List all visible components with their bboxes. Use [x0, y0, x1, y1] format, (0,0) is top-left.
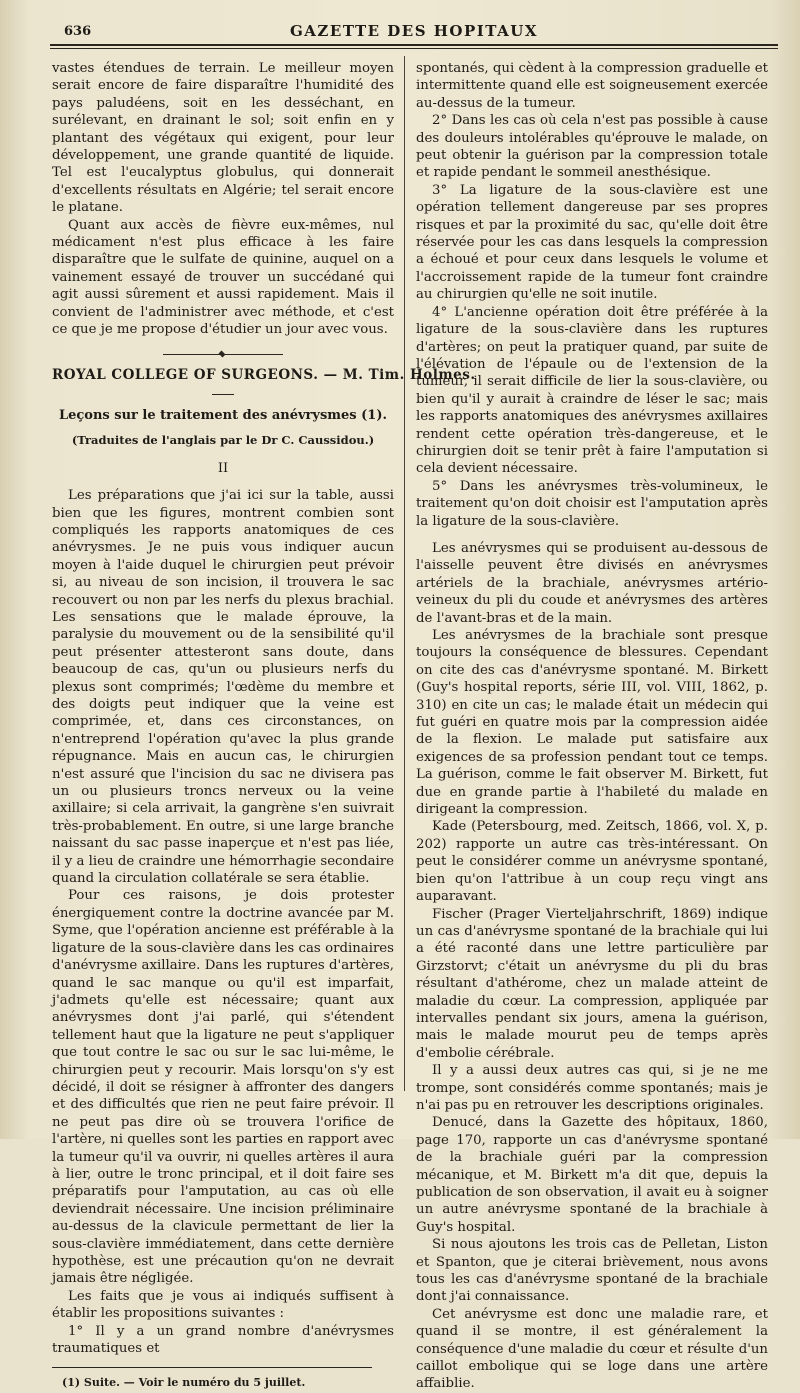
- paragraph: Cet anévrysme est donc une maladie rare, et quand il se montre, il est généralement la conséquence d'une maladie du cœur et résulte d'un caillot embolique qui se loge dans une artère affaiblie.: [416, 1306, 768, 1392]
- paragraph: Pour ces raisons, je dois protester énergiquement contre la doctrine avancée par M. Syme, que l'opération ancienne est préférable à la ligature de la sous-clavière dans les cas ordinaires d'anévrysme axillaire. Dans les ruptures d'artères, quand le sac manque ou qu'il est imparfait, j'admets qu'elle est nécessaire; quant aux anévrysmes dont j'ai parlé, qui s'étendent tellement haut que la ligature ne peut s'appliquer que tout contre le sac ou sur le sac lui-même, le chirurgien peut y recourir. Mais lorsqu'on s'y est décidé, il doit se résigner à affronter des dangers et des difficultés que rien ne peut faire prévoir. Il ne peut pas dire où se trouvera l'orifice de l'artère, ni quelles sont les parties en rapport avec la tumeur qu'il va ouvrir, ni quelles artères il aura à lier, outre le tronc principal, et il doit faire ses préparatifs pour l'amputation, au cas où elle deviendrait nécessaire. Une incision préliminaire au-dessus de la clavicule permettant de lier la sous-clavière immédiatement, dans cette dernière hypothèse, est une précaution qu'on ne devrait jamais être négligée.: [52, 888, 394, 1287]
- paragraph: Les préparations que j'ai ici sur la table, aussi bien que les figures, montrent combien sont compliqués les rapports anatomiques de ces anévrysmes. Je ne puis vous indiquer aucun moyen à l'aide duquel le chirurgien peut prévoir si, au niveau de son incision, il trouvera le sac recouvert ou non par les nerfs du plexus brachial. Les sensations que le malade éprouve, la paralysie du mouvement ou de la sensibilité qu'il peut présenter attesteront sans doute, dans beaucoup de cas, qu'un ou plusieurs nerfs du plexus sont comprimés; l'œdème du membre et des doigts peut indiquer que la veine est comprimée, et, dans ces circonstances, on n'entreprend l'opération qu'avec la plus grande répugnance. Mais en aucun cas, le chirurgien n'est assuré que l'incision du sac ne divisera pas un ou plusieurs troncs nerveux ou la veine axillaire; si cela arrivait, la gangrène s'en suivrait très-probablement. En outre, si une large branche naissant du sac passe inaperçue et n'est pas liée, il y a lieu de craindre une hémorrhagie secondaire quand la circulation collatérale se sera établie.: [52, 488, 394, 887]
- lesson-title: Leçons sur le traitement des anévrysmes (1).: [58, 407, 388, 423]
- paragraph: Il y a aussi deux autres cas qui, si je ne me trompe, sont considérés comme spontanés; mais je n'ai pas pu en retrouver les descriptions originales.: [416, 1063, 768, 1113]
- paragraph: Denucé, dans la Gazette des hôpitaux, 1860, page 170, rapporte un cas d'anévrysme spontané de la brachiale guéri par la compression mécanique, et M. Birkett m'a dit que, depuis la publication de son observation, il avait eu à soigner un autre anévrysme spontané de la brachiale à Guy's hospital.: [416, 1115, 768, 1235]
- footnote-rule: [52, 1367, 372, 1368]
- paragraph: 4° L'ancienne opération doit être préférée à la ligature de la sous-clavière dans les ruptures d'artères; on peut la pratiquer quand, par suite de l'élévation de l'épaule ou de l'extension de la tumeur, il serait difficile de lier la sous-clavière, ou bien qu'il y aurait à craindre de léser le sac; mais les rapports anatomiques des anévrysmes axillaires rendent cette opération très-dangereuse, et le chirurgien doit se tenir prêt à faire l'amputation si cela devient nécessaire.: [416, 304, 768, 477]
- page-number: 636: [64, 24, 92, 39]
- short-rule: [212, 394, 234, 395]
- paragraph: Fischer (Prager Vierteljahrschrift, 1869) indique un cas d'anévrysme spontané de la brachiale qui lui a été raconté dans une lettre particulière par Girzstorvt; c'était un anévrysme du pli du bras résultant d'athérome, chez un malade atteint de maladie du cœur. La compression, appliquée par intervalles pendant six jours, amena la guérison, mais le malade mourut peu de temps après d'embolie cérébrale.: [416, 906, 768, 1061]
- right-column: [416, 60, 768, 1393]
- paragraph: Kade (Petersbourg, med. Zeitsch, 1866, vol. X, p. 202) rapporte un autre cas très-intéressant. On peut le considérer comme un anévrysme spontané, bien qu'on l'attribue à un coup reçu vingt ans auparavant.: [416, 819, 768, 905]
- paragraph: Les anévrysmes de la brachiale sont presque toujours la conséquence de blessures. Cependant on cite des cas d'anévrysme spontané. M. Birkett (Guy's hospital reports, série III, vol. VIII, 1862, p. 310) en cite un cas; le malade était un médecin qui fut guéri en quatre mois par la compression aidée de la flexion. Le malade put satisfaire aux exigences de sa profession pendant tout ce temps. La guérison, comme le fait observer M. Birkett, fut due en grande partie à l'habileté du malade en dirigeant la compression.: [416, 628, 768, 818]
- translator-credit: (Traduites de l'anglais par le Dr C. Caussidou.): [71, 433, 375, 448]
- paragraph: Les anévrysmes qui se produisent au-dessous de l'aisselle peuvent être divisés en anévrysmes artériels de la brachiale, anévrysmes artério-veineux du pli du coude et anévrysmes des artères de l'avant-bras et de la main.: [416, 540, 768, 626]
- column-divider: [404, 56, 405, 1091]
- paragraph: 5° Dans les anévrysmes très-volumineux, le traitement qu'on doit choisir est l'amputation après la ligature de la sous-clavière.: [416, 478, 768, 529]
- paragraph: Les faits que je vous ai indiqués suffisent à établir les propositions suivantes :: [52, 1288, 394, 1322]
- section-separator: [163, 351, 283, 357]
- part-number: II: [217, 460, 229, 476]
- paragraph: 3° La ligature de la sous-clavière est une opération tellement dangereuse par ses propres risques et par la proximité du sac, qu'elle doit être réservée pour les cas dans lesquels la compression a échoué et pour ceux dans lesquels le volume et l'accroissement rapide de la tumeur font craindre au chirurgien qu'elle ne soit inutile.: [416, 182, 768, 303]
- paragraph: 1° Il y a un grand nombre d'anévrysmes traumatiques et: [52, 1323, 394, 1357]
- spacer: [416, 530, 768, 540]
- section-title: ROYAL COLLEGE OF SURGEONS. — M. Tim. Holmes.: [52, 366, 476, 383]
- paragraph: 2° Dans les cas où cela n'est pas possible à cause des douleurs intolérables qu'éprouve le malade, on peut obtenir la guérison par la compression totale et rapide pendant le sommeil anesthésique.: [416, 113, 768, 181]
- paragraph: Quant aux accès de fièvre eux-mêmes, nul médicament n'est plus efficace à les faire disparaître que le sulfate de quinine, auquel on a vainement essayé de trouver un succédané qui agit aussi sûrement et aussi rapidement. Mais il convient de l'administrer avec méthode, et c'est ce que je me propose d'étudier un jour avec vous.: [52, 217, 394, 338]
- header-rule-thin: [50, 48, 778, 49]
- paragraph: Si nous ajoutons les trois cas de Pelletan, Liston et Spanton, que je citerai brièvement, nous avons tous les cas d'anévrysme spontané de la brachiale dont j'ai connaissance.: [416, 1237, 768, 1305]
- left-column: [52, 60, 476, 1392]
- header-rule: [50, 44, 778, 46]
- paragraph: vastes étendues de terrain. Le meilleur moyen serait encore de faire disparaître l'humidité des pays paludéens, soit en les desséchant, en surélevant, en drainant le sol; soit enfin en y plantant des végétaux qui exigent, pour leur développement, une grande quantité de liquide. Tel est l'eucalyptus globulus, qui donnerait d'excellents résultats en Algérie; tel serait encore le platane.: [52, 61, 394, 216]
- paragraph: spontanés, qui cèdent à la compression graduelle et intermittente quand elle est soigneusement exercée au-dessus de la tumeur.: [416, 61, 768, 111]
- journal-title: GAZETTE DES HOPITAUX: [289, 22, 538, 40]
- page-header: [50, 20, 778, 42]
- footnote: (1) Suite. — Voir le numéro du 5 juillet.: [62, 1376, 306, 1390]
